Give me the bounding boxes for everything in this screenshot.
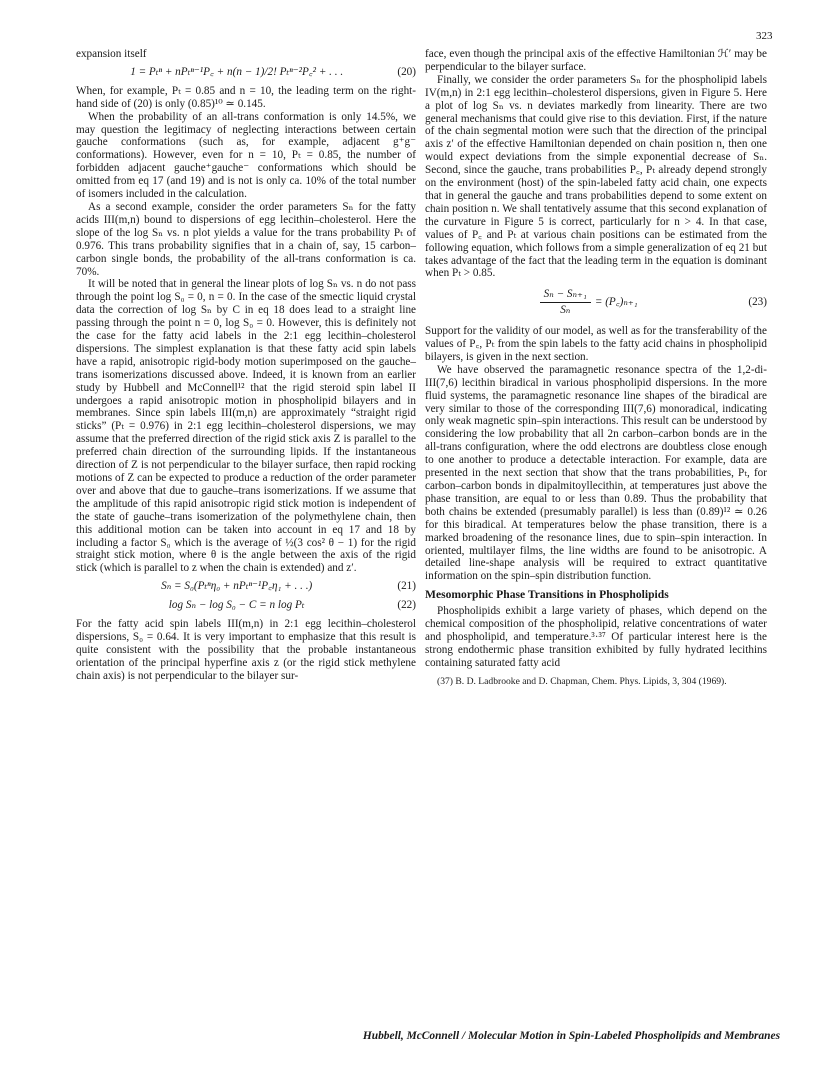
equation-22: [76, 599, 416, 612]
equation-20: [76, 66, 416, 79]
paragraph: Finally, we consider the order parameters Sₙ for the phospholipid labels IV(m,n) in 2:1 egg lecithin–cholesterol dispersions, given in Figure 5. Here a plot of log Sₙ vs. n deviates markedly from linearity. There are two general mechanisms that could give rise to this deviation. First, if the nature of the chain segmental motion were such that the direction of the principal axis z′ of the effective Hamiltonian depended on chain position n, then one would expect deviations from the simple exponential decrease of Sₙ. Second, since the gauche, trans probabilities P꜀, Pₜ already depend strongly on the environment (host) of the spin-labeled fatty acid chain, one expects that in general the gauche and trans probabilities depend to some extent on chain position n. We shall tentatively assume that this second explanation of the curvature in Figure 5 is correct, particularly for n > 4. In that case, values of P꜀ and Pₜ at various chain positions can be estimated from the following equation, which follows from a simple generalization of eq 21 but takes advantage of the fact that the leading term in the equation is dominant when Pₜ > 0.85.: [425, 73, 767, 280]
paragraph: For the fatty acid spin labels III(m,n) in 2:1 egg lecithin–cholesterol dispersions, S₀ = 0.64. It is very important to emphasize that this result is quite consistent with the possibility that the probable instantaneous orientation of the principal hyperfine axis z (or the rigid stick methylene chain axis) is not perpendicular to the bilayer sur-: [76, 618, 416, 682]
equation-23: [425, 288, 767, 317]
equation-number: (21): [397, 580, 416, 593]
footnote: (37) B. D. Ladbrooke and D. Chapman, Chem. Phys. Lipids, 3, 304 (1969).: [437, 675, 727, 687]
equation-number: (20): [397, 65, 416, 78]
paragraph: Phospholipids exhibit a large variety of phases, which depend on the chemical composition of the phospholipid, relative concentrations of water and phospholipid, and temperature.³·³⁷ Of particular interest here is the strong endothermic phase transition exhibited by fully hydrated lecithins containing saturated fatty acid: [425, 605, 767, 669]
paragraph: As a second example, consider the order parameters Sₙ for the fatty acids III(m,n) bound to dispersions of egg lecithin–cholesterol. Here the slope of the log Sₙ vs. n plot yields a value for the trans probability Pₜ of 0.976. This trans probability signifies that in a chain of, say, 15 carbon–carbon single bonds, the probability of the all-trans conformation is ca. 70%.: [76, 200, 416, 278]
paragraph: When the probability of an all-trans conformation is only 14.5%, we may question the legitimacy of neglecting interactions between certain gauche conformations (such as, for example, adjacent g⁺g⁻ conformations). However, even for n = 10, Pₜ = 0.85, the number of forbidden adjacent gauche⁺gauche⁻ conformations which should be omitted from eq 17 (and 19) and is not is only ca. 10% of the total number of isomers included in the calculation.: [76, 110, 416, 201]
equation-21: [76, 580, 416, 593]
page-number: 323: [756, 30, 773, 42]
paragraph: We have observed the paramagnetic resonance spectra of the 1,2-di-III(7,6) lecithin biradical in various phospholipid dispersions. In the more fluid systems, the paramagnetic resonance line shapes of the biradical are very similar to those of the corresponding III(7,6) monoradical, indicating only weak magnetic spin–spin interactions. This result can be understood by considering the low probability that all 2n carbon–carbon bonds are in the all-trans configuration, where the odd electrons are doubtless close enough to one another to produce a detectable interaction. For example, data are presented in the next section that show that the trans probabilities, Pₜ, for carbon–carbon bonds in dipalmitoyllecithin, at temperatures just above the phase transition, are equal to or less than 0.89. Thus the probability that both chains be extended (presumably parallel) is less than (0.89)¹² ≃ 0.26 for this biradical. At temperatures below the phase transition, there is a marked broadening of the resonance lines, due to spin–spin interaction. In oriented, multilayer films, the line widths are found to be anisotropic. A detailed line-shape analysis will be required to extract quantitative information on the spin–spin distribution function.: [425, 363, 767, 583]
equation-rhs: = (P꜀)ₙ₊₁: [594, 296, 638, 309]
equation-number: (23): [748, 296, 767, 309]
paragraph: face, even though the principal axis of the effective Hamiltonian ℋ′ may be perpendicular to the bilayer surface.: [425, 48, 767, 73]
equation-number: (22): [397, 599, 416, 612]
running-footer: Hubbell, McConnell / Molecular Motion in Spin-Labeled Phospholipids and Membranes: [362, 1030, 780, 1042]
fraction: [540, 288, 591, 317]
left-column: [76, 48, 416, 683]
right-column: [425, 48, 767, 687]
section-title: Mesomorphic Phase Transitions in Phospholipids: [425, 588, 669, 602]
equation-expression: log Sₙ − log S₀ − C = n log Pₜ: [168, 599, 305, 612]
equation-expression: Sₙ = S₀(Pₜⁿη₀ + nPₜⁿ⁻¹P꜀η₁ + . . .): [161, 580, 313, 593]
paragraph: Support for the validity of our model, as well as for the transferability of the values of P꜀, Pₜ from the spin labels to the fatty acid chains in phospholipid bilayers, is given in the next section.: [425, 325, 767, 363]
fraction-denominator: Sₙ: [560, 304, 571, 317]
equation-expression: 1 = Pₜⁿ + nPₜⁿ⁻¹P꜀ + n(n − 1)/2! Pₜⁿ⁻²P꜀² + . . .: [130, 65, 344, 78]
fraction-numerator: Sₙ − Sₙ₊₁: [540, 288, 591, 303]
paragraph: When, for example, Pₜ = 0.85 and n = 10, the leading term on the right-hand side of (20) is only (0.85)¹⁰ ≃ 0.145.: [76, 84, 416, 110]
paragraph: It will be noted that in general the linear plots of log Sₙ vs. n do not pass through the point log S₀ = 0, n = 0. In the case of the smectic liquid crystal data the correction of log Sₙ by C in eq 18 does lead to a straight line passing through the point n = 0, log S₀ = 0. However, this is definitely not the case for the fatty acid labels in the 2:1 egg lecithin–cholesterol dispersions. The simplest explanation is that these fatty acid spin labels have a rapid, anisotropic rigid-body motion superimposed on the gauche–trans isomerizations discussed above. Indeed, it is known from an earlier study by Hubbell and McConnell¹² that the rigid steroid spin label II undergoes a rapid anisotropic motion in phospholipid bilayers and in membranes. Since spin labels III(m,n) are approximately “straight rigid sticks” (Pₜ = 0.976) in 2:1 egg lecithin–cholesterol dispersions, we may assume that the preferred direction of the rigid stick axis Z is parallel to the preferred chain direction of the surrounding lipids. If the instantaneous direction of Z is not perpendicular to the bilayer surface, then rapid rocking motions of Z can be expected to produce a reduction of the order parameter over and above that due to gauche–trans isomerizations. If we assume that the amplitude of this rapid anisotropic rigid stick motion is independent of the state of gauche–trans isomerization of the polymethylene chain, then this additional motion can be taken into account in eq 17 and 18 by including a factor S₀ which is the average of ½(3 cos² θ − 1) for the rigid straight stick motion, where θ is the angle between the axis of the rigid stick (which is parallel to z when the chain is extended) and z′.: [76, 278, 416, 575]
paragraph: expansion itself: [76, 48, 147, 60]
